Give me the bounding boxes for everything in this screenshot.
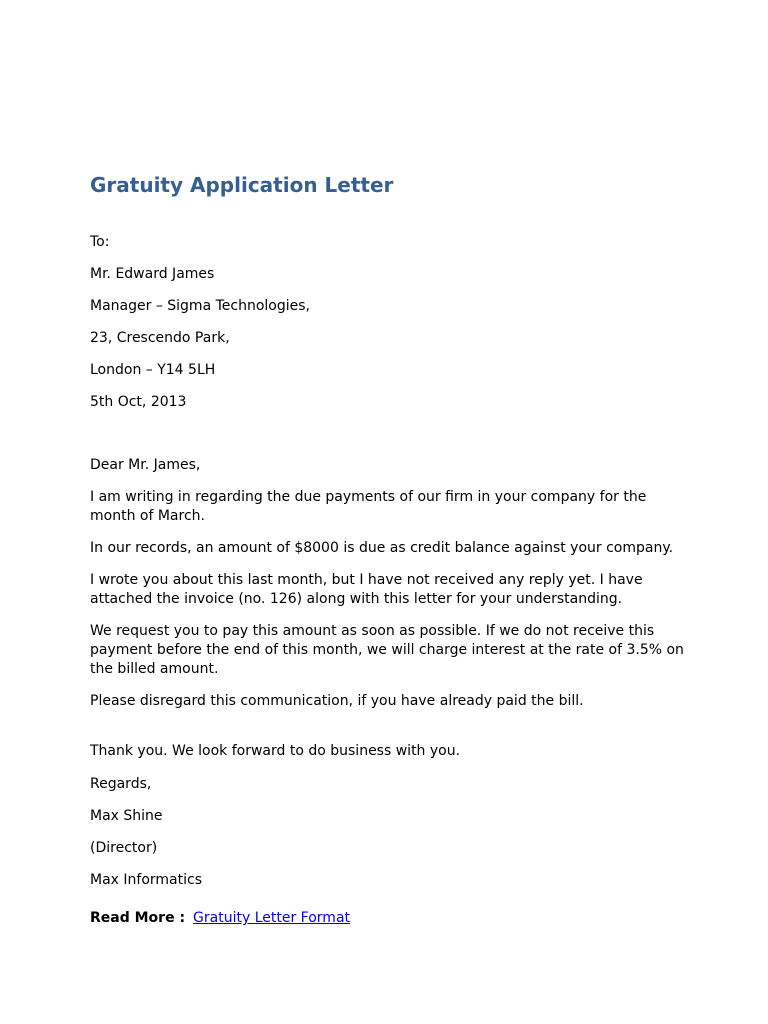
letter-date: 5th Oct, 2013 [90, 394, 187, 410]
signer-role: (Director) [90, 840, 158, 856]
signer-company: Max Informatics [90, 872, 202, 888]
regards: Regards, [90, 776, 152, 792]
recipient-name: Mr. Edward James [90, 266, 215, 282]
salutation: Dear Mr. James, [90, 457, 201, 473]
read-more [90, 909, 350, 928]
document-title: Gratuity Application Letter [90, 173, 394, 197]
paragraph-1: I am writing in regarding the due payments of our firm in your company for the month of March. [90, 489, 647, 524]
address-line-2: London – Y14 5LH [90, 362, 216, 378]
gratuity-letter-format-link[interactable]: Gratuity Letter Format [193, 910, 351, 926]
address-line-1: 23, Crescendo Park, [90, 330, 230, 346]
read-more-label: Read More : [90, 910, 186, 926]
paragraph-5: Please disregard this communication, if you have already paid the bill. [90, 693, 584, 709]
recipient-title: Manager – Sigma Technologies, [90, 298, 310, 314]
to-label: To: [90, 234, 110, 250]
paragraph-3: I wrote you about this last month, but I have not received any reply yet. I have attached the invoice (no. 126) along with this letter for your understanding. [90, 572, 643, 607]
signer-name: Max Shine [90, 808, 163, 824]
closing-line: Thank you. We look forward to do business with you. [90, 743, 461, 759]
paragraph-4: We request you to pay this amount as soon as possible. If we do not receive this payment before the end of this month, we will charge interest at the rate of 3.5% on the billed amount. [90, 623, 684, 677]
paragraph-2: In our records, an amount of $8000 is due as credit balance against your company. [90, 540, 674, 556]
